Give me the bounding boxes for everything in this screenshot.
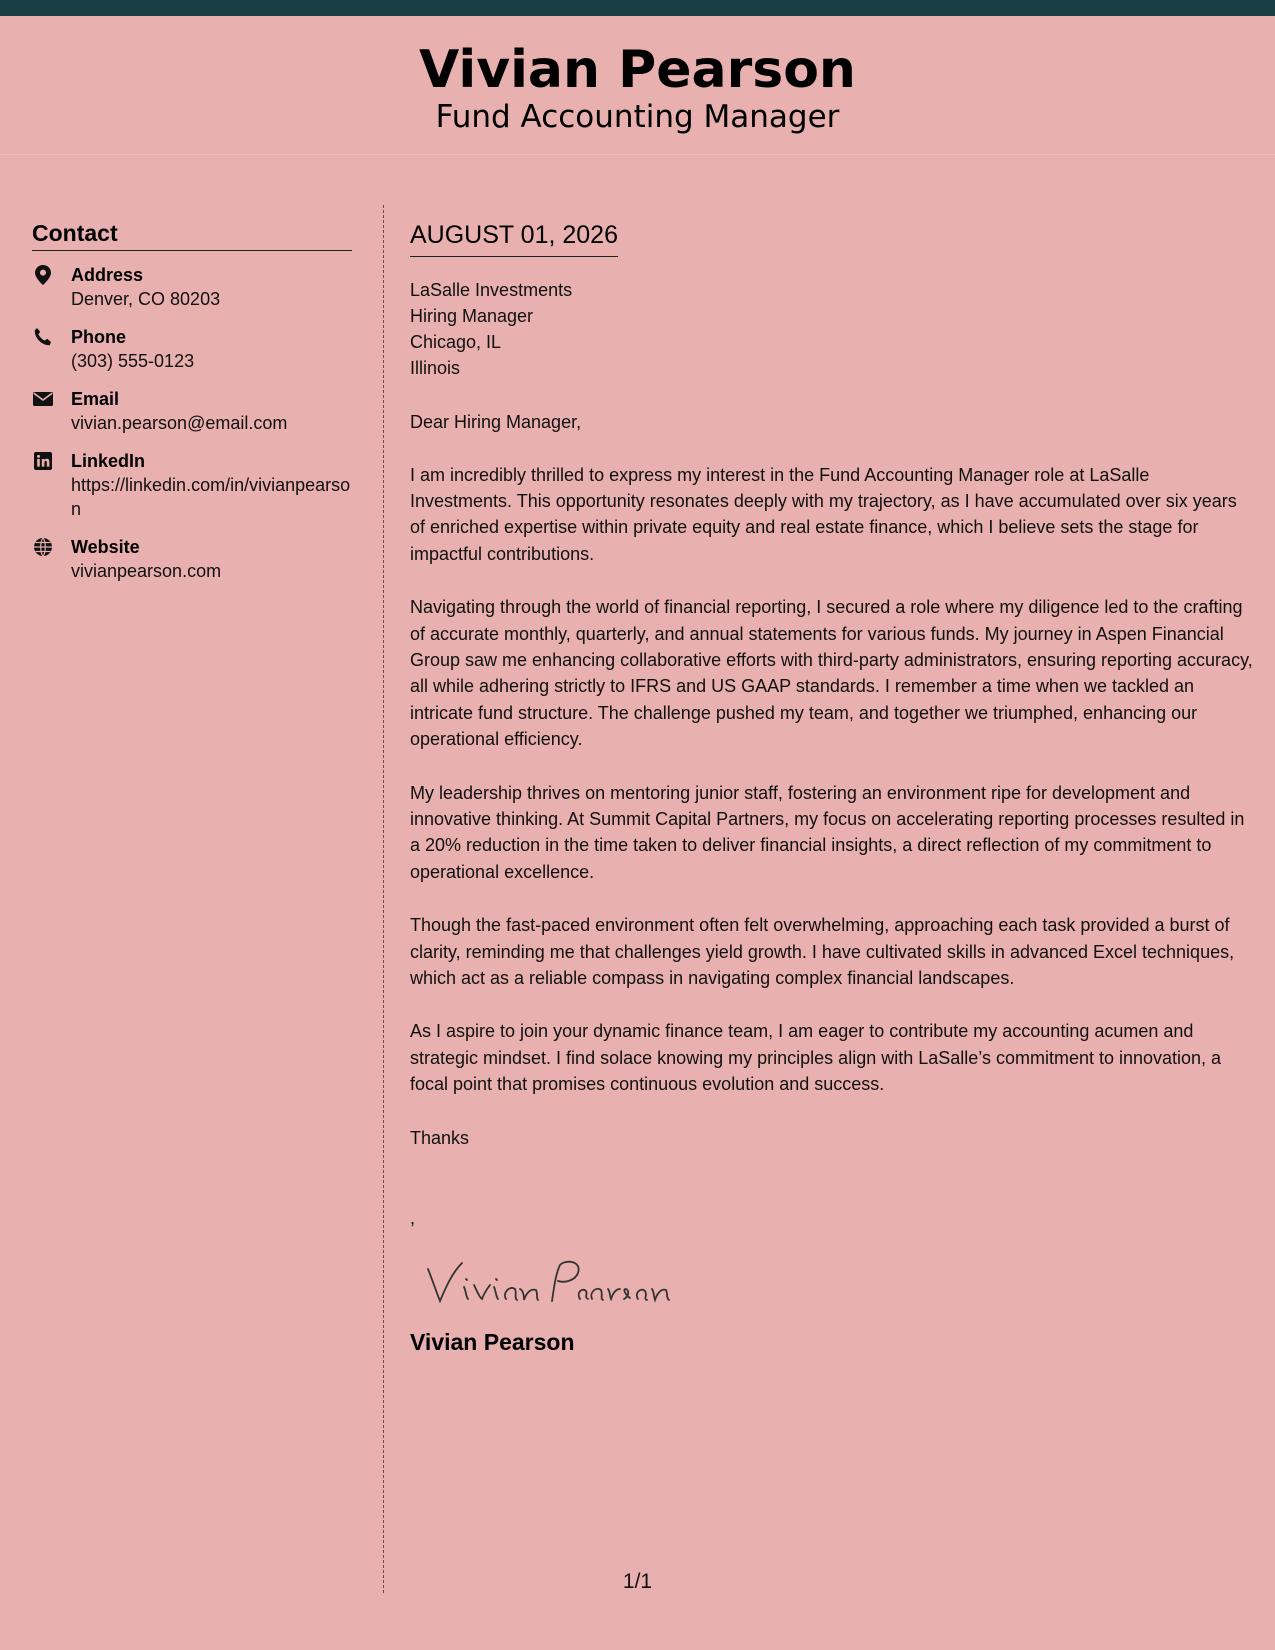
contact-label: Website	[71, 537, 140, 557]
contact-item-linkedin	[32, 449, 352, 521]
letter-body	[410, 222, 1253, 1356]
contact-value: (303) 555-0123	[71, 351, 195, 371]
location-pin-icon	[32, 264, 54, 286]
closing-comma: ,	[410, 1207, 416, 1228]
page-number-container	[0, 1570, 1275, 1594]
resume-header	[0, 16, 1275, 155]
contact-sidebar	[32, 220, 352, 583]
contact-label: Address	[71, 265, 144, 285]
recipient-line: LaSalle Investments	[410, 279, 573, 300]
handwritten-signature	[420, 1251, 1253, 1311]
contact-item-website	[32, 535, 352, 583]
closing: Thanks	[410, 1127, 470, 1148]
page-number: 1/1	[622, 1570, 653, 1593]
top-accent-bar	[0, 0, 1275, 16]
contact-item-phone	[32, 325, 352, 373]
letter-date: AUGUST 01, 2026	[410, 222, 618, 257]
linkedin-icon	[32, 450, 54, 472]
website-link[interactable]: vivianpearson.com	[71, 561, 222, 581]
salutation: Dear Hiring Manager,	[410, 411, 582, 432]
phone-icon	[32, 326, 54, 348]
contact-label: LinkedIn	[71, 451, 146, 471]
body-paragraph: As I aspire to join your dynamic finance team, I am eager to contribute my accounting acumen and strategic mindset. I find solace knowing my principles align with LaSalle’s commitment to innovation, a focal point that promises continuous evolution and success.	[410, 1021, 1222, 1095]
contact-item-email	[32, 387, 352, 435]
body-paragraph: Though the fast-paced environment often felt overwhelming, approaching each task provided a burst of clarity, reminding me that challenges yield growth. I have cultivated skills in advanced Excel techniques, which act as a reliable compass in navigating complex financial landscapes.	[410, 915, 1235, 988]
envelope-icon	[32, 388, 54, 410]
contact-value: vivian.pearson@email.com	[71, 413, 288, 433]
contact-heading: Contact	[32, 220, 352, 251]
body-paragraph: I am incredibly thrilled to express my interest in the Fund Accounting Manager role at LaSalle Investments. This opportunity resonates deeply with my trajectory, as I have accumulated over six years of enriched expertise within private equity and real estate finance, which I believe sets the stage for impactful contributions.	[410, 464, 1237, 564]
signer-name: Vivian Pearson	[410, 1328, 575, 1355]
contact-value: Denver, CO 80203	[71, 289, 221, 309]
contact-label: Email	[71, 389, 120, 409]
body-paragraph: My leadership thrives on mentoring junior staff, fostering an environment ripe for development and innovative thinking. At Summit Capital Partners, my focus on accelerating reporting processes resulted in a 20% reduction in the time taken to deliver financial insights, a direct reflection of my commitment to operational excellence.	[410, 782, 1245, 882]
applicant-name: Vivian Pearson	[419, 40, 856, 100]
globe-icon	[32, 536, 54, 558]
column-divider	[383, 205, 384, 1593]
recipient-line: Chicago, IL	[410, 331, 502, 352]
contact-item-address	[32, 263, 352, 311]
contact-label: Phone	[71, 327, 127, 347]
recipient-line: Hiring Manager	[410, 305, 534, 326]
linkedin-link[interactable]: https://linkedin.com/in/vivianpearson	[71, 475, 351, 519]
recipient-block	[410, 277, 1253, 381]
body-paragraph: Navigating through the world of financial reporting, I secured a role where my diligence led to the crafting of accurate monthly, quarterly, and annual statements for various funds. My journey in Aspen Financial Group saw me enhancing collaborative efforts with third-party administrators, ensuring reporting accuracy, all while adhering strictly to IFRS and US GAAP standards. I remember a time when we tackled an intricate fund structure. The challenge pushed my team, and together we triumphed, enhancing our operational efficiency.	[410, 597, 1253, 750]
applicant-title: Fund Accounting Manager	[435, 99, 840, 135]
recipient-line: Illinois	[410, 357, 461, 378]
